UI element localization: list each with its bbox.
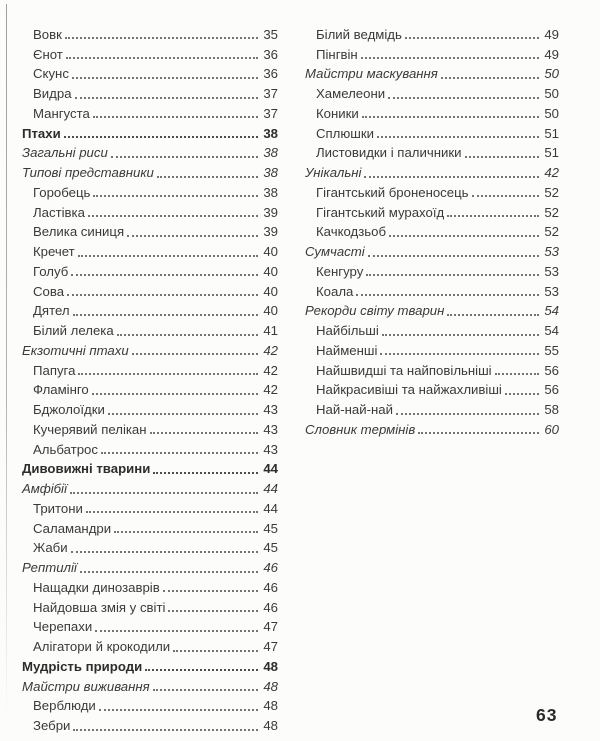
toc-entry-page-number: 50 — [544, 66, 559, 82]
toc-entry-page-number: 52 — [544, 184, 559, 200]
toc-entry-title: Верблюди — [33, 698, 96, 714]
dot-leader — [127, 235, 258, 237]
toc-entry-page-number: 55 — [544, 342, 559, 358]
toc-entry-title: Найшвидші та найповільніші — [316, 362, 492, 378]
toc-entry-page-number: 40 — [263, 303, 278, 319]
toc-entry-title: Найменші — [316, 342, 378, 358]
toc-entry — [305, 23, 559, 43]
toc-entry-page-number: 54 — [544, 303, 559, 319]
toc-entry — [22, 379, 278, 399]
toc-entry-title: Білий лелека — [33, 323, 114, 338]
toc-entry — [305, 240, 559, 260]
dot-leader — [78, 373, 258, 375]
toc-entry-title: Майстри маскування — [305, 66, 438, 82]
dot-leader — [80, 571, 258, 573]
toc-entry — [305, 319, 559, 339]
toc-entry-title: Майстри виживання — [22, 678, 150, 694]
dot-leader — [173, 650, 258, 652]
toc-entry-page-number: 47 — [263, 619, 278, 635]
dot-leader — [447, 215, 539, 217]
toc-entry-page-number: 60 — [544, 421, 559, 437]
toc-entry-page-number: 50 — [544, 86, 559, 101]
toc-entry-title: Білий ведмідь — [316, 26, 402, 42]
toc-entry-page-number: 43 — [263, 402, 278, 417]
toc-entry-page-number: 48 — [263, 678, 278, 694]
dot-leader — [93, 195, 258, 197]
toc-entry — [305, 43, 559, 63]
toc-entry-title: Бджолоїдки — [33, 402, 105, 417]
toc-entry-title: Найкрасивіші та найжахливіші — [316, 382, 502, 398]
toc-entry — [22, 82, 278, 102]
toc-entry-title: Сова — [33, 283, 65, 299]
toc-entry — [22, 319, 278, 339]
toc-entry-page-number: 39 — [263, 224, 278, 240]
dot-leader — [65, 37, 258, 39]
toc-entry-page-number: 38 — [263, 184, 278, 200]
toc-entry — [305, 280, 559, 300]
dot-leader — [101, 452, 258, 454]
toc-entry-page-number: 53 — [544, 263, 559, 279]
toc-entry — [22, 458, 278, 478]
toc-entry-page-number: 46 — [263, 560, 278, 575]
toc-entry — [22, 240, 278, 260]
toc-entry-page-number: 44 — [263, 500, 278, 516]
toc-entry — [22, 398, 278, 418]
dot-leader — [153, 472, 258, 474]
toc-entry — [22, 477, 278, 497]
toc-entry — [305, 82, 559, 102]
dot-leader — [362, 116, 539, 118]
toc-entry — [305, 359, 559, 379]
toc-entry-title: Загальні риси — [22, 145, 108, 161]
toc-entry-page-number: 38 — [263, 145, 278, 161]
toc-entry-page-number: 38 — [263, 125, 278, 141]
dot-leader — [447, 314, 539, 316]
toc-entry — [22, 181, 278, 201]
toc-entry-title: Кенгуру — [316, 263, 364, 279]
toc-entry — [305, 418, 559, 438]
toc-entry-page-number: 39 — [263, 204, 278, 220]
toc-entry-page-number: 45 — [263, 540, 278, 556]
dot-leader — [72, 77, 258, 79]
toc-entry-title: Мангуста — [33, 105, 90, 121]
toc-entry-page-number: 51 — [544, 125, 559, 141]
toc-entry — [22, 102, 278, 122]
page-number: 63 — [536, 705, 558, 725]
dot-leader — [382, 334, 539, 336]
toc-entry-title: Саламандри — [33, 520, 112, 536]
toc-entry-title: Коала — [316, 283, 354, 299]
toc-entry — [22, 655, 278, 675]
dot-leader — [495, 373, 539, 375]
dot-leader — [71, 551, 258, 553]
dot-leader — [366, 274, 539, 276]
toc-entry-title: Нащадки динозаврів — [33, 579, 160, 595]
toc-entry-title: Видра — [33, 86, 72, 101]
dot-leader — [153, 689, 258, 691]
toc-entry-page-number: 49 — [544, 26, 559, 42]
dot-leader — [66, 57, 258, 59]
toc-entry-page-number: 41 — [263, 323, 278, 338]
toc-entry-title: Екзотичні птахи — [22, 342, 129, 358]
toc-entry-title: Дятел — [33, 303, 70, 319]
toc-entry — [22, 161, 278, 181]
toc-entry — [305, 300, 559, 320]
dot-leader — [132, 353, 258, 355]
toc-entry-page-number: 36 — [263, 66, 278, 82]
toc-entry — [305, 63, 559, 83]
toc-entry-page-number: 38 — [263, 165, 278, 180]
toc-entry — [305, 339, 559, 359]
dot-leader — [364, 176, 539, 178]
toc-entry-page-number: 46 — [263, 579, 278, 595]
dot-leader — [405, 37, 539, 39]
dot-leader — [465, 156, 540, 158]
toc-entry-page-number: 44 — [263, 461, 278, 477]
toc-entry-title: Альбатрос — [33, 441, 98, 457]
toc-entry-page-number: 47 — [263, 639, 278, 654]
toc-entry-page-number: 53 — [544, 283, 559, 299]
toc-entry-title: Коники — [316, 105, 359, 121]
toc-entry — [22, 43, 278, 63]
toc-entry-title: Сплюшки — [316, 125, 374, 141]
toc-entry-page-number: 40 — [263, 283, 278, 299]
toc-entry-title: Пінгвін — [316, 46, 358, 62]
toc-entry-title: Найбільші — [316, 323, 379, 338]
toc-entry-page-number: 48 — [263, 658, 278, 674]
toc-entry-title: Горобець — [33, 184, 91, 200]
toc-entry-page-number: 42 — [263, 342, 278, 358]
dot-leader — [388, 97, 539, 99]
dot-leader — [377, 136, 539, 138]
dot-leader — [64, 136, 258, 138]
toc-entry-page-number: 48 — [263, 698, 278, 714]
dot-leader — [505, 393, 539, 395]
toc-entry-page-number: 50 — [544, 105, 559, 121]
toc-entry — [305, 161, 559, 181]
toc-entry — [22, 635, 278, 655]
toc-entry-title: Хамелеони — [316, 86, 386, 101]
toc-entry — [22, 418, 278, 438]
dot-leader — [380, 353, 539, 355]
dot-leader — [441, 77, 539, 79]
toc-entry-title: Унікальні — [305, 165, 362, 180]
toc-entry-title: Найдовша змія у світі — [33, 599, 166, 615]
toc-entry-title: Кречет — [33, 244, 75, 259]
toc-entry — [22, 714, 278, 734]
dot-leader — [114, 531, 258, 533]
dot-leader — [78, 255, 258, 257]
dot-leader — [75, 97, 258, 99]
dot-leader — [71, 274, 258, 276]
toc-entry-page-number: 48 — [263, 718, 278, 733]
toc-entry-title: Фламінго — [33, 382, 89, 398]
toc-entry-title: Жаби — [33, 540, 68, 556]
toc-entry — [22, 556, 278, 576]
dot-leader — [108, 413, 258, 415]
dot-leader — [145, 669, 258, 671]
dot-leader — [361, 57, 539, 59]
toc-entry — [22, 260, 278, 280]
toc-entry-page-number: 37 — [263, 105, 278, 121]
toc-entry-title: Голуб — [33, 263, 69, 279]
toc-entry — [305, 398, 559, 418]
toc-entry — [22, 576, 278, 596]
toc-entry-page-number: 43 — [263, 441, 278, 457]
dot-leader — [368, 255, 539, 257]
toc-entry — [305, 260, 559, 280]
toc-entry-title: Ластівка — [33, 204, 85, 220]
toc-entry — [305, 221, 559, 241]
toc-entry-title: Папуга — [33, 362, 76, 378]
toc-entry-page-number: 35 — [263, 26, 278, 42]
toc-entry-title: Єнот — [33, 46, 63, 62]
toc-entry-title: Качкодзьоб — [316, 224, 387, 240]
toc-entry — [22, 221, 278, 241]
toc-entry-page-number: 44 — [263, 481, 278, 496]
dot-leader — [99, 709, 258, 711]
toc-entry — [305, 379, 559, 399]
toc-entry-title: Тритони — [33, 500, 83, 516]
toc-entry-title: Сумчасті — [305, 244, 365, 259]
toc-entry-page-number: 52 — [544, 204, 559, 220]
toc-entry — [22, 497, 278, 517]
toc-entry-page-number: 49 — [544, 46, 559, 62]
toc-entry-title: Листовидки і паличники — [316, 145, 462, 161]
toc-entry-title: Рептилії — [22, 560, 77, 575]
toc-entry — [22, 695, 278, 715]
toc-entry — [22, 596, 278, 616]
dot-leader — [168, 610, 258, 612]
dot-leader — [157, 176, 258, 178]
toc-entry — [22, 142, 278, 162]
dot-leader — [73, 314, 258, 316]
dot-leader — [67, 294, 258, 296]
dot-leader — [93, 116, 258, 118]
dot-leader — [111, 156, 258, 158]
dot-leader — [73, 729, 258, 731]
toc-column-right — [305, 23, 559, 438]
toc-entry-title: Рекорди світу тварин — [305, 303, 445, 319]
toc-entry-page-number: 42 — [544, 165, 559, 180]
toc-entry — [22, 517, 278, 537]
toc-entry — [305, 201, 559, 221]
toc-entry — [305, 102, 559, 122]
toc-entry-page-number: 45 — [263, 520, 278, 536]
toc-entry-title: Алігатори й крокодили — [33, 639, 171, 654]
dot-leader — [95, 630, 258, 632]
toc-entry-title: Кучерявий пелікан — [33, 421, 147, 437]
toc-entry — [22, 675, 278, 695]
page-edge-line — [6, 4, 7, 720]
toc-entry-title: Вовк — [33, 26, 62, 42]
toc-entry-page-number: 43 — [263, 421, 278, 437]
toc-entry-title: Зебри — [33, 718, 71, 733]
toc-entry-page-number: 51 — [544, 145, 559, 161]
dot-leader — [472, 195, 539, 197]
toc-entry-page-number: 37 — [263, 86, 278, 101]
dot-leader — [86, 511, 258, 513]
toc-entry — [22, 300, 278, 320]
dot-leader — [163, 590, 258, 592]
toc-entry-page-number: 36 — [263, 46, 278, 62]
toc-entry-title: Словник термінів — [305, 421, 416, 437]
toc-entry-page-number: 54 — [544, 323, 559, 338]
toc-entry-title: Най-най-най — [316, 402, 393, 417]
dot-leader — [356, 294, 539, 296]
toc-entry-title: Птахи — [22, 125, 61, 141]
toc-entry-page-number: 58 — [544, 402, 559, 417]
toc-entry-title: Черепахи — [33, 619, 93, 635]
toc-entry — [22, 359, 278, 379]
dot-leader — [396, 413, 539, 415]
toc-entry — [305, 181, 559, 201]
toc-entry-page-number: 40 — [263, 244, 278, 259]
toc-entry — [22, 537, 278, 557]
toc-entry-title: Дивовижні тварини — [22, 461, 151, 477]
toc-entry-title: Велика синиця — [33, 224, 125, 240]
toc-entry — [22, 201, 278, 221]
dot-leader — [117, 334, 258, 336]
toc-entry-title: Типові представники — [22, 165, 154, 180]
dot-leader — [88, 215, 258, 217]
toc-entry — [22, 122, 278, 142]
toc-entry-title: Амфібії — [22, 481, 67, 496]
toc-entry — [22, 280, 278, 300]
toc-entry — [22, 339, 278, 359]
toc-entry-page-number: 52 — [544, 224, 559, 240]
toc-entry — [22, 63, 278, 83]
toc-entry — [22, 616, 278, 636]
toc-entry — [22, 23, 278, 43]
toc-entry-page-number: 42 — [263, 362, 278, 378]
toc-entry-title: Гігантський броненосець — [316, 184, 469, 200]
toc-entry-title: Скунс — [33, 66, 69, 82]
toc-entry-page-number: 56 — [544, 382, 559, 398]
toc-entry-page-number: 46 — [263, 599, 278, 615]
dot-leader — [418, 432, 539, 434]
toc-entry-page-number: 56 — [544, 362, 559, 378]
toc-entry-page-number: 42 — [263, 382, 278, 398]
toc-entry-page-number: 53 — [544, 244, 559, 259]
dot-leader — [70, 492, 258, 494]
dot-leader — [150, 432, 258, 434]
toc-entry — [305, 142, 559, 162]
dot-leader — [389, 235, 539, 237]
toc-entry-title: Гігантський мурахоїд — [316, 204, 445, 220]
dot-leader — [92, 393, 258, 395]
toc-column-left — [22, 23, 278, 734]
toc-entry — [22, 438, 278, 458]
toc-entry-page-number: 40 — [263, 263, 278, 279]
toc-entry-title: Мудрість природи — [22, 658, 143, 674]
toc-entry — [305, 122, 559, 142]
